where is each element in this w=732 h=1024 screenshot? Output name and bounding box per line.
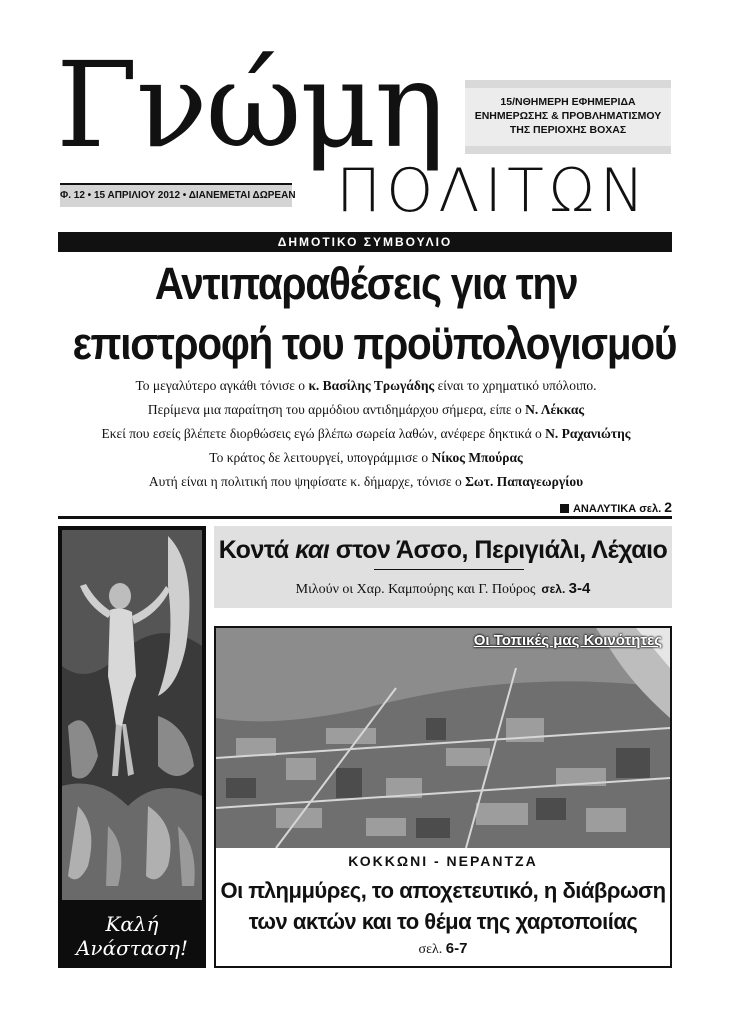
quote-name: Σωτ. Παπαγεωργίου xyxy=(465,474,584,489)
story-2-subline: Μιλούν οι Χαρ. Καμπούρης και Γ. Πούρος σελ. 3-4 xyxy=(295,580,591,597)
quote-name: Ν. Ραχανιώτης xyxy=(545,426,631,441)
lead-headline xyxy=(72,254,677,374)
divider xyxy=(58,516,672,519)
story-3-headline-line: Οι πλημμύρες, το αποχετευτικό, η διάβρωση xyxy=(220,878,666,903)
resurrection-painting-icon xyxy=(58,526,206,968)
tagline-box xyxy=(465,80,671,154)
masthead-subtitle: ΠΟΛΙΤΩΝ xyxy=(336,156,650,226)
lead-headline-line: Αντιπαραθέσεις για την xyxy=(154,258,578,309)
section-label: ΔΗΜΟΤΙΚΟ ΣΥΜΒΟΥΛΙΟ xyxy=(58,232,672,252)
quote-name: Νίκος Μπούρας xyxy=(431,450,523,465)
easter-greeting-line: Καλή xyxy=(105,912,159,936)
quote-line: Το μεγαλύτερο αγκάθι τόνισε ο κ. Βασίλης Τρωγάδης είναι το χρηματικό υπόλοιπο. xyxy=(135,378,597,393)
quote-name: κ. Βασίλης Τρωγάδης xyxy=(308,378,435,393)
easter-illustration xyxy=(58,526,206,968)
story-3 xyxy=(214,626,672,968)
story-3-section-label: Οι Τοπικές μας Κοινότητες xyxy=(473,632,662,649)
tagline-line: ΕΝΗΜΕΡΩΣΗΣ & ΠΡΟΒΛΗΜΑΤΙΣΜΟΥ xyxy=(474,110,662,122)
details-link[interactable]: ΑΝΑΛΥΤΙΚΑ σελ. 2 xyxy=(560,499,672,515)
square-bullet-icon xyxy=(560,504,569,513)
story-3-kicker: ΚΟΚΚΩΝΙ - ΝΕΡΑΝΤΖΑ xyxy=(348,853,538,869)
lead-headline-line: επιστροφή του προϋπολογισμού xyxy=(72,318,677,369)
quote-line: Αυτή είναι η πολιτική που ψηφίσατε κ. δήμαρχε, τόνισε ο Σωτ. Παπαγεωργίου xyxy=(148,474,584,489)
details-page: 2 xyxy=(664,499,672,515)
aerial-photo-icon xyxy=(216,628,670,848)
easter-greeting-line: Ανάσταση! xyxy=(75,936,188,960)
quote-line: Περίμενα μια παραίτηση του αρμόδιου αντιδημάρχου σήμερα, είπε ο Ν. Λέκκας xyxy=(147,402,585,417)
story-2 xyxy=(214,526,672,608)
issue-line: Φ. 12 • 15 ΑΠΡΙΛΙΟΥ 2012 • ΔΙΑΝΕΜΕΤΑΙ ΔΩΡΕΑΝ xyxy=(60,183,292,207)
tagline-line: ΤΗΣ ΠΕΡΙΟΧΗΣ ΒΟΧΑΣ xyxy=(509,124,627,136)
easter-greeting xyxy=(58,912,206,960)
story-2-page[interactable]: σελ. 3-4 xyxy=(541,580,591,597)
masthead-title: Γνώμη xyxy=(56,36,444,174)
story-3-headline xyxy=(216,875,670,937)
tagline-line: 15/ΝΘΗΜΕΡΗ ΕΦΗΜΕΡΙΔΑ xyxy=(500,96,636,108)
story-3-page[interactable]: σελ. 6-7 xyxy=(418,940,468,957)
quote-line: Εκεί που εσείς βλέπετε διορθώσεις εγώ βλέπω σωρεία λαθών, ανέφερε δηκτικά ο Ν. Ραχανιώτης xyxy=(101,426,631,441)
story-3-headline-line: των ακτών και το θέμα της χαρτοποιίας xyxy=(248,909,638,934)
lead-quotes xyxy=(40,374,692,494)
quote-line: Το κράτος δε λειτουργεί, υπογράμμισε ο Νίκος Μπούρας xyxy=(209,450,523,465)
divider xyxy=(374,569,524,570)
story-2-headline: Κοντά και στον Άσσο, Περιγιάλι, Λέχαιο xyxy=(218,536,668,564)
quote-name: Ν. Λέκκας xyxy=(525,402,585,417)
